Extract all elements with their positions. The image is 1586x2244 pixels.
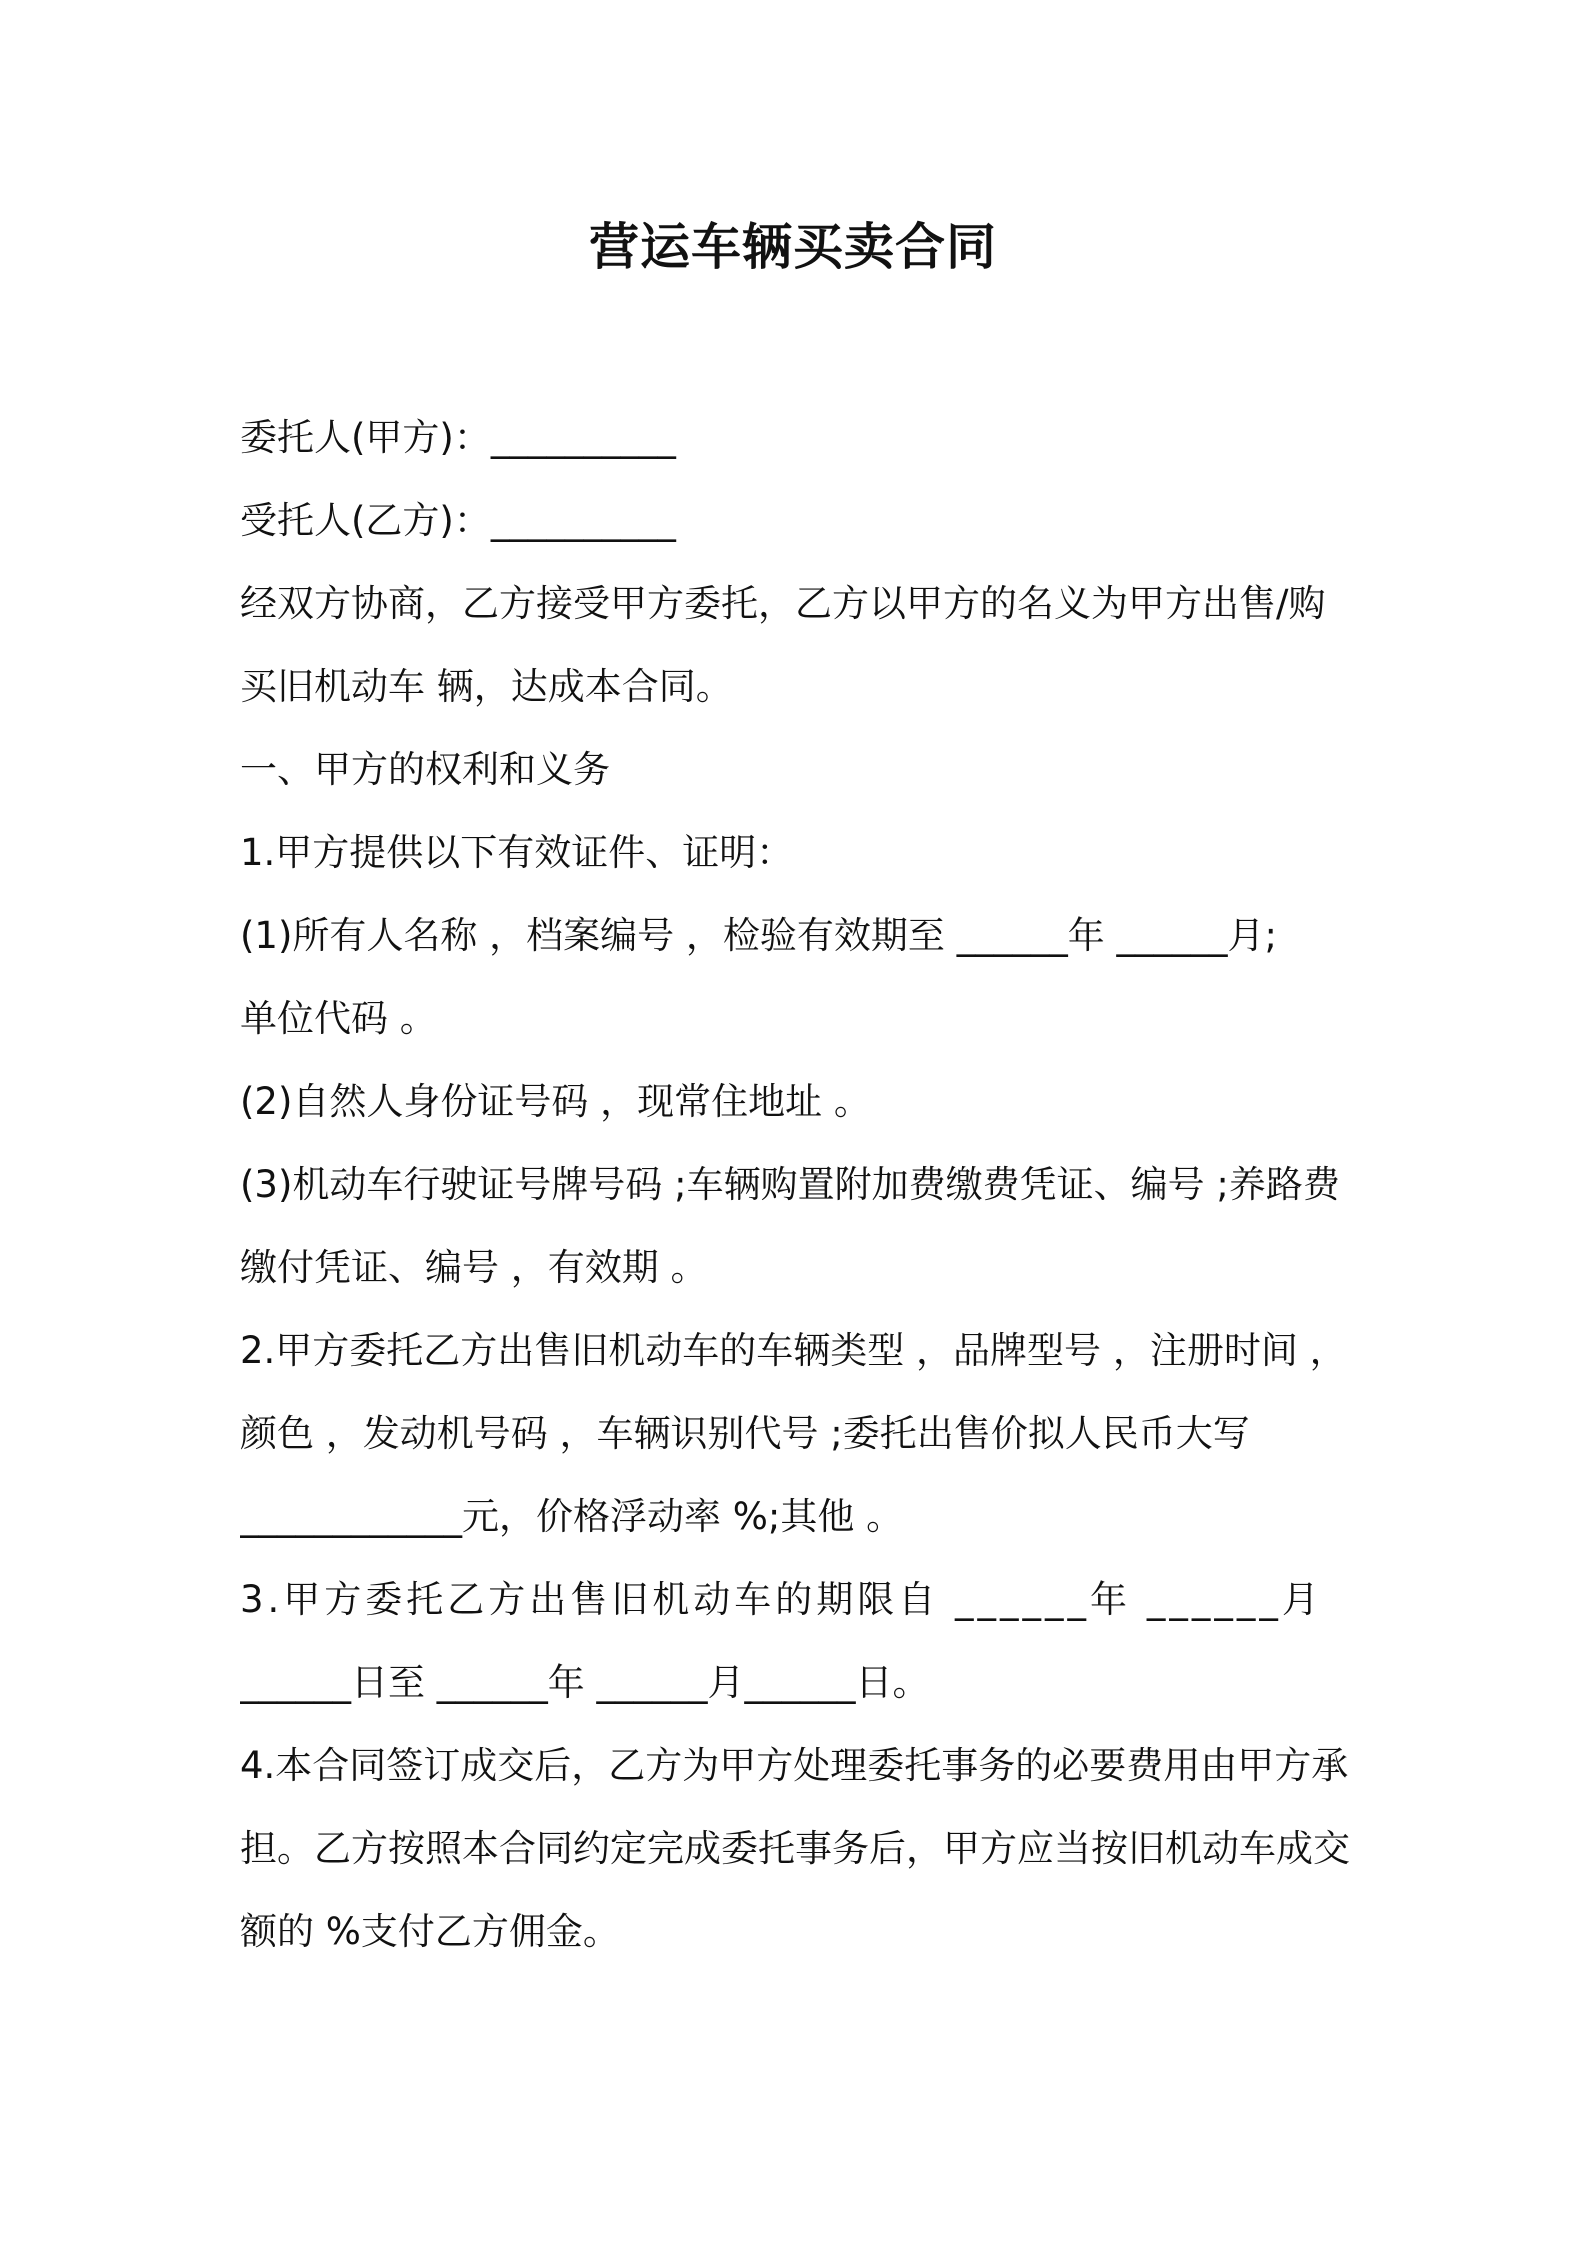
- section-heading-party-a-rights: 一、甲方的权利和义务: [240, 748, 610, 791]
- clause-3-line-2: ______日至 ______年 ______月______日。: [240, 1661, 930, 1704]
- clause-3-line-1: 3.甲方委托乙方出售旧机动车的期限自 ______年 ______月: [240, 1578, 1323, 1621]
- agent-party-b-line: 受托人(乙方)：__________: [240, 499, 676, 542]
- clause-4-line-2: 担。乙方按照本合同约定完成委托事务后，甲方应当按旧机动车成交: [240, 1827, 1350, 1870]
- document-body: [240, 396, 1370, 1973]
- document-title: 营运车辆买卖合同: [589, 218, 997, 276]
- clause-1-item-3-line-2: 缴付凭证、编号 ，有效期 。: [240, 1246, 708, 1289]
- clause-4-line-3: 额的 %支付乙方佣金。: [240, 1910, 620, 1953]
- intro-paragraph-line-1: 经双方协商，乙方接受甲方委托，乙方以甲方的名义为甲方出售/购: [240, 582, 1326, 625]
- clause-2-line-3: ____________元，价格浮动率 %;其他 。: [240, 1495, 904, 1538]
- clause-1-heading: 1.甲方提供以下有效证件、证明：: [240, 831, 794, 874]
- clause-2-line-1: 2.甲方委托乙方出售旧机动车的车辆类型 ，品牌型号 ，注册时间 ，: [240, 1329, 1347, 1372]
- clause-4-line-1: 4.本合同签订成交后，乙方为甲方处理委托事务的必要费用由甲方承: [240, 1744, 1349, 1787]
- intro-paragraph-line-2: 买旧机动车 辆，达成本合同。: [240, 665, 733, 708]
- clause-1-item-1-line-1: (1)所有人名称 ，档案编号 ，检验有效期至 ______年 ______月;: [240, 914, 1277, 957]
- clause-1-item-2: (2)自然人身份证号码 ，现常住地址 。: [240, 1080, 871, 1123]
- principal-party-a-line: 委托人(甲方)：__________: [240, 416, 676, 459]
- clause-2-line-2: 颜色 ，发动机号码 ，车辆识别代号 ;委托出售价拟人民币大写: [240, 1412, 1250, 1455]
- clause-1-item-3-line-1: (3)机动车行驶证号牌号码 ;车辆购置附加费缴费凭证、编号 ;养路费: [240, 1163, 1340, 1206]
- clause-1-item-1-line-2: 单位代码 。: [240, 997, 437, 1040]
